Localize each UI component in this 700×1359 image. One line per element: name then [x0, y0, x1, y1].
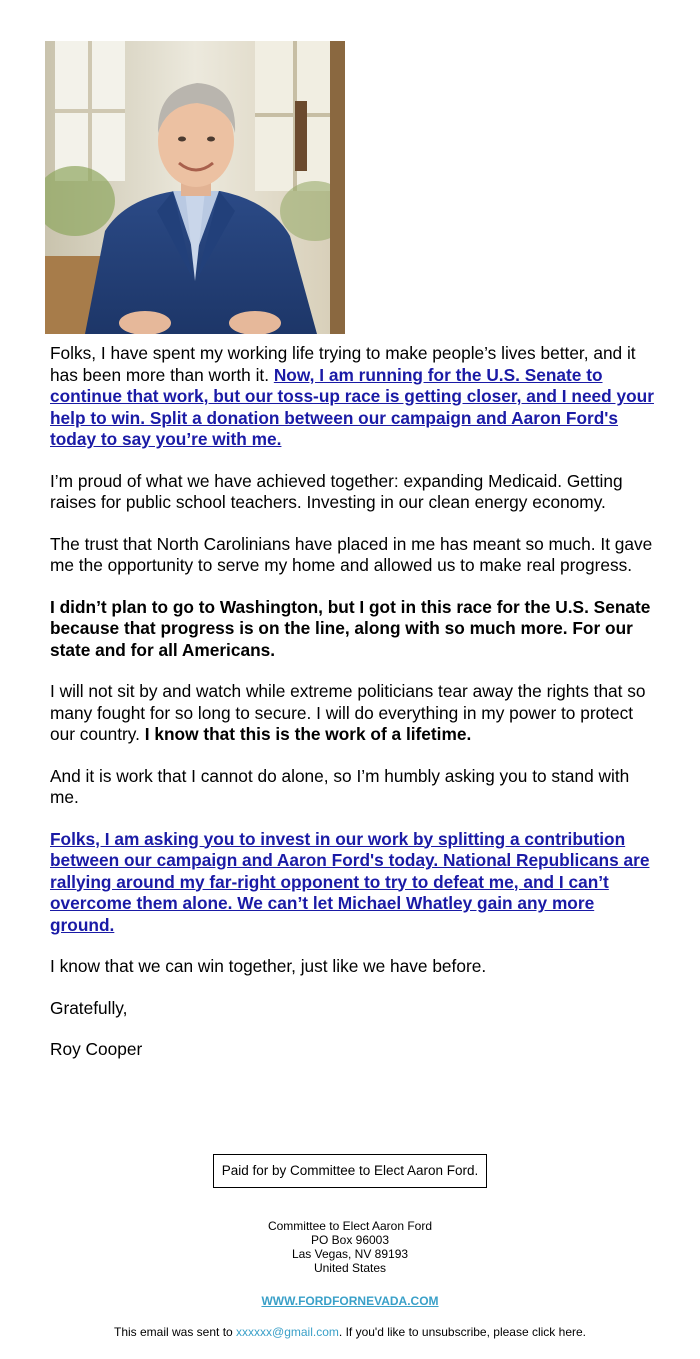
- footer: [0, 1154, 700, 1339]
- address-country: United States: [313, 1261, 387, 1275]
- letter-body: [50, 343, 655, 1081]
- recipient-email[interactable]: xxxxxx@gmail.com: [236, 1325, 339, 1339]
- paragraph-achievements: I’m proud of what we have achieved together: expanding Medicaid. Getting raises for public school teachers. Investing in our clean energy economy.: [50, 470, 623, 512]
- mailing-address: [0, 1219, 700, 1275]
- paragraph-trust: The trust that North Carolinians have placed in me has meant so much. It gave me the opportunity to serve my home and allowed us to make real progress.: [50, 533, 653, 575]
- rights-text: I will not sit by and watch while extreme politicians tear away the rights that so many fought for so long to secure. I will do everything in my power to protect our country.: [50, 681, 646, 744]
- website-link[interactable]: WWW.FORDFORNEVADA.COM: [261, 1294, 439, 1308]
- paragraph-ask: And it is work that I cannot do alone, so I’m humbly asking you to stand with me.: [50, 765, 630, 807]
- intro-text: Folks, I have spent my working life trying to make people’s lives better, and it has been more than worth it.: [50, 343, 636, 385]
- paragraph-intro: [50, 343, 655, 451]
- unsubscribe-notice: [0, 1325, 700, 1339]
- paragraph-senate-race: [50, 597, 655, 662]
- signature: Roy Cooper: [50, 1039, 143, 1059]
- address-po-box: PO Box 96003: [310, 1233, 390, 1247]
- sent-to-prefix: This email was sent to: [113, 1325, 237, 1339]
- unsubscribe-text[interactable]: . If you'd like to unsubscribe, please click here.: [338, 1325, 586, 1339]
- portrait-illustration: [45, 41, 345, 334]
- address-org: Committee to Elect Aaron Ford: [267, 1219, 433, 1233]
- donate-link-primary[interactable]: Now, I am running for the U.S. Senate to continue that work, but our toss-up race is getting closer, and I need your help to win. Split a donation between our campaign and Aaron Ford's today to say you’re with me.: [50, 364, 654, 449]
- senate-race-bold: I didn’t plan to go to Washington, but I got in this race for the U.S. Senate because that progress is on the line, along with so much more. For our state and for all Americans.: [50, 596, 651, 660]
- paid-for-disclaimer: Paid for by Committee to Elect Aaron Ford.: [213, 1154, 488, 1188]
- paragraph-win-together: I know that we can win together, just like we have before.: [50, 956, 487, 976]
- paragraph-invest: [50, 829, 655, 937]
- donate-link-secondary[interactable]: Folks, I am asking you to invest in our work by splitting a contribution between our campaign and Aaron Ford's today. National Republicans are rallying around my far-right opponent to try to defeat me, and I can’t overcome them alone. We can’t let Michael Whatley gain any more ground.: [50, 828, 650, 935]
- paragraph-rights: [50, 681, 655, 746]
- closing: Gratefully,: [50, 997, 128, 1018]
- hero-photo: [45, 41, 345, 334]
- lifetime-bold: I know that this is the work of a lifetime.: [144, 724, 472, 744]
- address-city: Las Vegas, NV 89193: [291, 1247, 409, 1261]
